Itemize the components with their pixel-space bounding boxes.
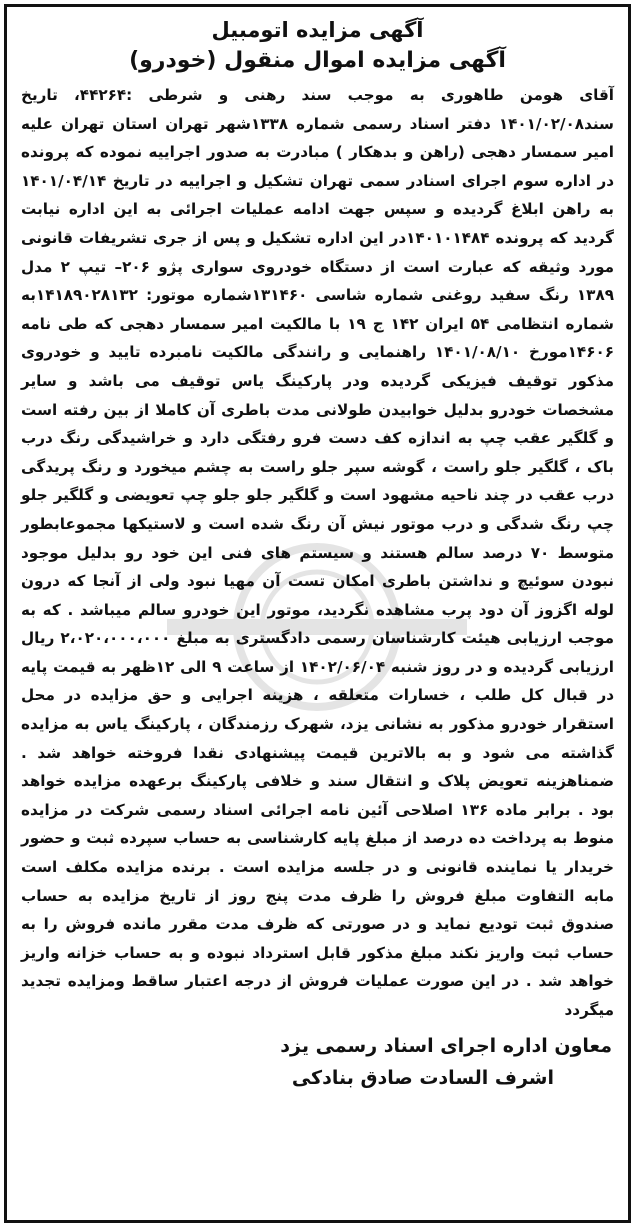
notice-subtitle: آگهی مزایده اموال منقول (خودرو) [129,48,506,73]
signature-title: معاون اداره اجرای اسناد رسمی یزد [280,1034,612,1057]
notice-body: آقای هومن طاهوری به موجب سند رهنی و شرطی :۴۴۲۶۴، تاریخ سند۱۴۰۱/۰۲/۰۸ دفتر اسناد رسمی شماره ۱۳۳۸شهر تهران استان تهران علیه امیر سمسار دهجی (راهن و بدهکار ) مبادرت به صدور اجراییه نموده که پرونده در اداره سوم اجرای اسنادر سمی تهران تشکیل و اجراییه در تاریخ ۱۴۰۱/۰۴/۱۴ به راهن ابلاغ گردیده و سپس جهت ادامه عملیات اجرائی به این اداره نیابت گردید که پرونده ۱۴۰۱۰۱۴۸۴در این اداره تشکیل و پس از جری تشریفات قانونی مورد وثیقه که عبارت است از دستگاه خودروی سواری پژو ۲۰۶– تیپ ۲ مدل ۱۳۸۹ رنگ سفید روغنی شماره شاسی ۱۳۱۴۶۰شماره موتور: ۱۴۱۸۹۰۲۸۱۳۲به شماره انتظامی ۵۴ ایران ۱۴۲ ج ۱۹ با مالکیت امیر سمسار دهجی که طی نامه ۱۴۶۰۶مورخ ۱۴۰۱/۰۸/۱۰ راهنمایی و رانندگی مالکیت نامبرده تایید و خودروی مذکور توقیف فیزیکی گردیده ودر پارکینگ یاس توقیف می باشد و سایر مشخصات خودرو بدلیل خوابیدن طولانی مدت باطری آن کاملا از بین رفته است و گلگیر عقب چپ به اندازه کف دست فرو رفتگی دارد و خراشیدگی رنگ درب باک ، گلگیر جلو راست ، گوشه سپر جلو راست به چشم میخورد و رنگ پریدگی درب عقب در چند ناحیه مشهود است و گلگیر جلو جلو چپ تعویضی و گلگیر جلو چپ رنگ شدگی و درب موتور نیش آن رنگ شده است و لاستیکها مجموعابطور متوسط ۷۰ درصد سالم هستند و سیستم های فنی این خود رو بدلیل موجود نبودن سوئیچ و نداشتن باطری امکان تست آن مهیا نبود ولی از آنجا که درون لوله اگزوز آن دود پرب مشاهده نگردید، موتور این خودرو سالم میباشد . که به موجب ارزیابی هیئت کارشناسان رسمی دادگستری به مبلغ ۲،۰۲۰،۰۰۰،۰۰۰ ریال ارزیابی گردیده و در روز شنبه ۱۴۰۲/۰۶/۰۴ از ساعت ۹ الی ۱۲ظهر به قیمت پایه در قبال کل طلب ، خسارات متعلقه ، هزینه اجرایی و حق مزایده در محل استقرار خودرو مذکور به نشانی یزد، شهرک رزمندگان ، پارکینگ یاس به مزایده گذاشته می شود و به بالاترین قیمت پیشنهادی نقدا فروخته خواهد شد . ضمناهزینه تعویض پلاک و انتقال سند و خلافی پارکینگ برعهده مزایده خواهد بود . برابر ماده ۱۳۶ اصلاحی آئین نامه اجرائی اسناد رسمی شرکت در مزایده منوط به پرداخت ده درصد از مبلغ پایه کارشناسی به حساب سپرده ثبت و حضور خریدار یا نماینده قانونی و در جلسه مزایده است . برنده مزایده مکلف است مابه التفاوت مبلغ فروش را ظرف مدت پنج روز از تاریخ مزایده به حساب صندوق ثبت تودیع نماید و در صورتی که ظرف مدت مقرر مانده فروش را به حساب ثبت واریز نکند مبلغ مذکور قابل استرداد نبوده و به حساب خزانه واریز خواهد شد . در این صورت عملیات فروش از درجه اعتبار ساقط ومزایده تجدید میگردد [21,86,615,1019]
notice-title: آگهی مزایده اتومبیل [211,18,424,42]
signature-name: اشرف السادت صادق بنادکی [291,1066,554,1089]
auction-notice [4,4,631,1223]
